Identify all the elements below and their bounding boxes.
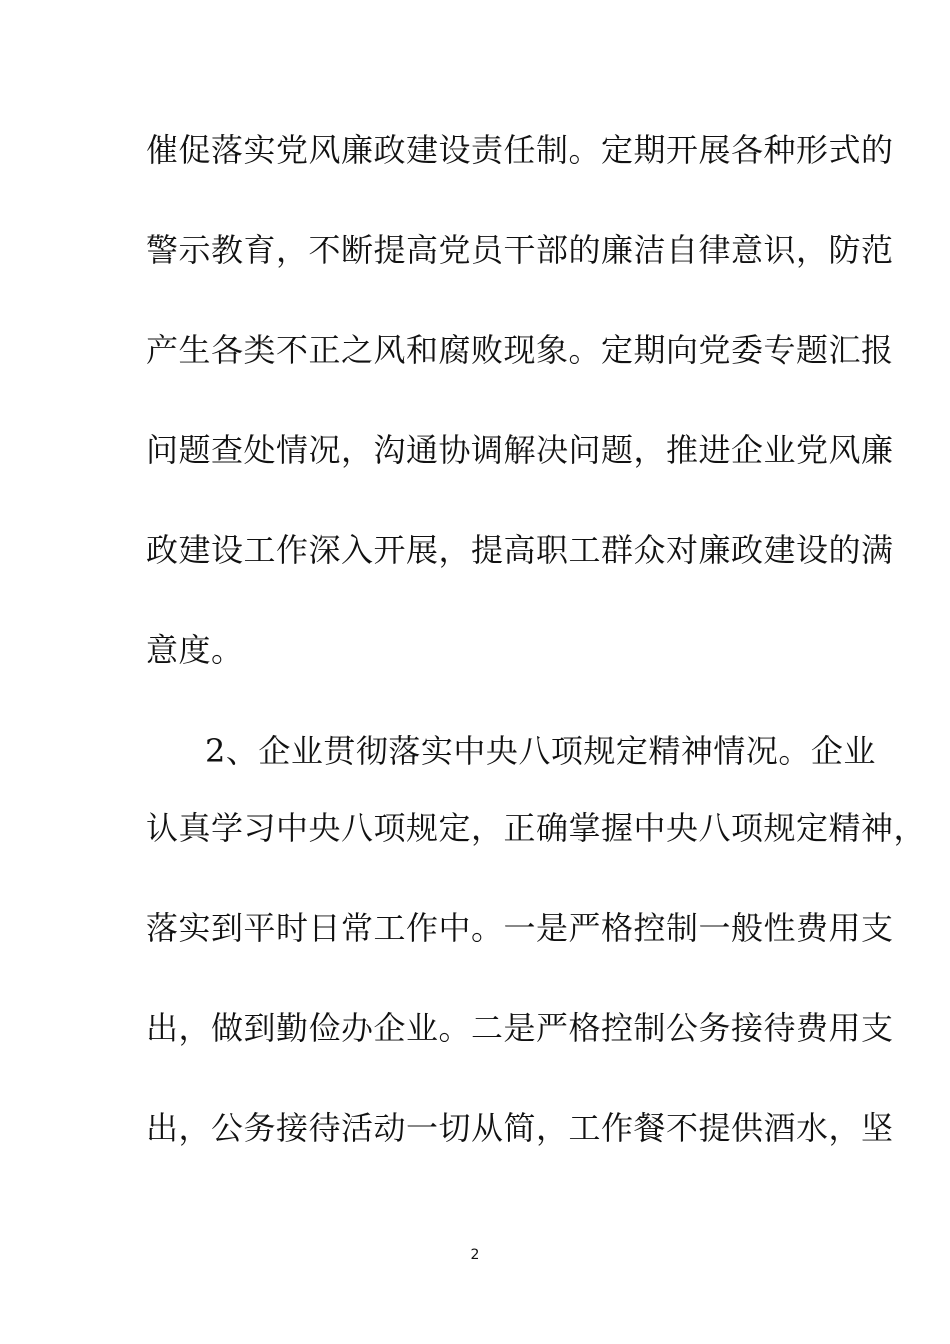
text-line: 问题查处情况，沟通协调解决问题，推进企业党风廉 (146, 431, 894, 469)
text-line: 认真学习中央八项规定，正确掌握中央八项规定精神， (146, 809, 927, 847)
text-line: 落实到平时日常工作中。一是严格控制一般性费用支 (146, 909, 894, 947)
text-line: 警示教育，不断提高党员干部的廉洁自律意识，防范 (146, 231, 894, 269)
text-line: 催促落实党风廉政建设责任制。定期开展各种形式的 (146, 131, 894, 169)
text-line: 出，做到勤俭办企业。二是严格控制公务接待费用支 (146, 1009, 894, 1047)
paragraph-start-line: 2、企业贯彻落实中央八项规定精神情况。企业 (205, 732, 876, 770)
text-line: 产生各类不正之风和腐败现象。定期向党委专题汇报 (146, 331, 894, 369)
text-line: 出，公务接待活动一切从简，工作餐不提供酒水，坚 (146, 1109, 894, 1147)
text-line: 政建设工作深入开展，提高职工群众对廉政建设的满 (146, 531, 894, 569)
page-number: 2 (470, 1247, 480, 1263)
text-line: 意度。 (146, 631, 244, 669)
